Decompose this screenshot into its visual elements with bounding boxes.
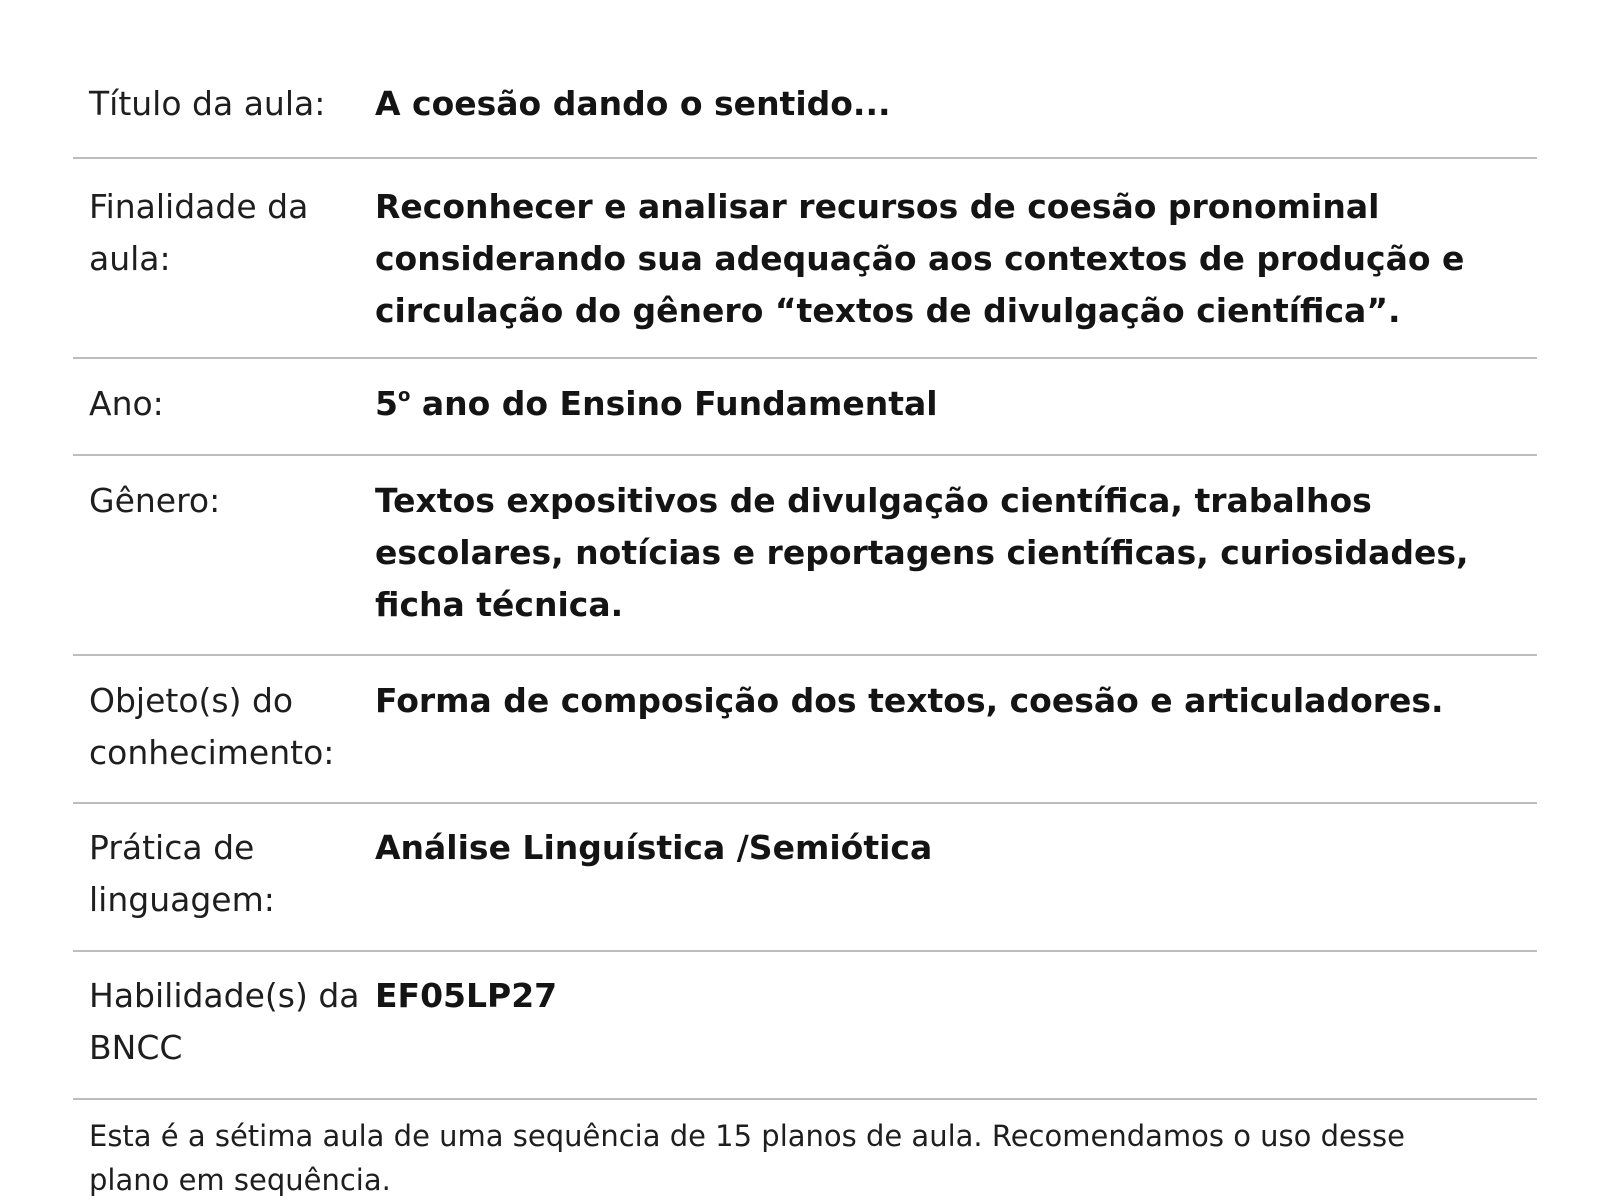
knowledge-objects-value: Forma de composição dos textos, coesão e articuladores. xyxy=(375,681,1444,720)
genre-label: Gênero: xyxy=(89,481,221,520)
sequence-note: Esta é a sétima aula de uma sequência de 15 planos de aula. Recomendamos o uso desse plano em sequência. xyxy=(89,1119,1405,1197)
language-practice-label: Prática de linguagem: xyxy=(89,828,275,919)
school-year-ordinal: o xyxy=(397,385,411,406)
bncc-skills-value: EF05LP27 xyxy=(375,976,558,1015)
row-school-year xyxy=(73,359,1537,456)
row-lesson-purpose xyxy=(73,159,1537,359)
language-practice-value: Análise Linguística /Semiótica xyxy=(375,828,933,867)
lesson-title-value: A coesão dando o sentido... xyxy=(375,84,891,123)
school-year-value xyxy=(375,378,1537,430)
school-year-number: 5 xyxy=(375,384,398,423)
lesson-purpose-value: Reconhecer e analisar recursos de coesão pronominal considerando sua adequação aos contextos de produção e circulação do gênero “textos de divulgação científica”. xyxy=(375,187,1465,330)
row-genre xyxy=(73,456,1537,656)
row-knowledge-objects xyxy=(73,656,1537,804)
row-language-practice xyxy=(73,804,1537,952)
knowledge-objects-label: Objeto(s) do conhecimento: xyxy=(89,681,335,772)
lesson-plan-table xyxy=(73,48,1537,1202)
school-year-text: ano do Ensino Fundamental xyxy=(410,384,938,423)
genre-value: Textos expositivos de divulgação científica, trabalhos escolares, notícias e reportagens científicas, curiosidades, ficha técnica. xyxy=(375,481,1469,624)
row-bncc-skills xyxy=(73,952,1537,1100)
row-lesson-title xyxy=(73,48,1537,159)
school-year-label: Ano: xyxy=(89,384,164,423)
lesson-purpose-label: Finalidade da aula: xyxy=(89,187,309,278)
lesson-title-label: Título da aula: xyxy=(89,84,326,123)
bncc-skills-label: Habilidade(s) da BNCC xyxy=(89,976,360,1067)
